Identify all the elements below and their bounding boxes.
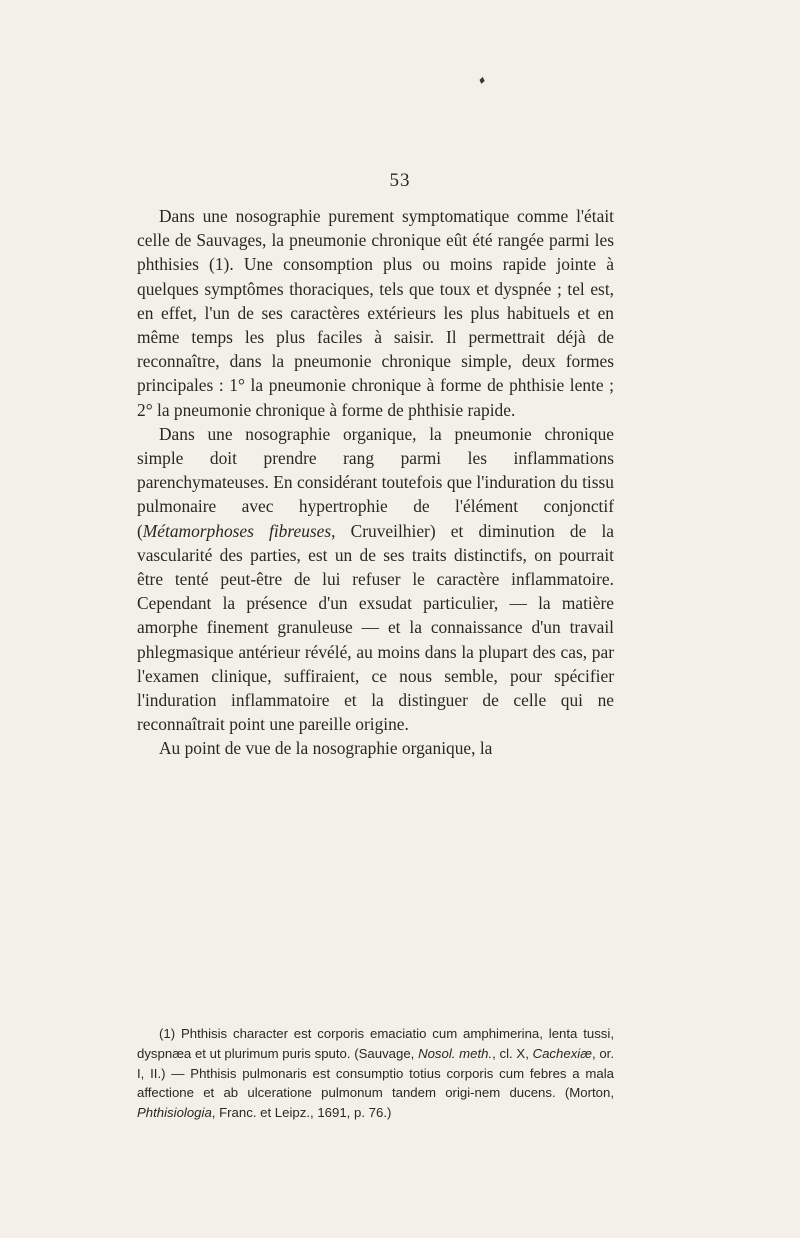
ink-speck-icon: ♦ [477,72,487,88]
footnote-text-a: (1) Phthisis character est corporis emaciatio cum amphimerina, lenta tussi, dyspnæa et ut plurimum puris sputo. (Sauvage, [137,1026,614,1061]
paragraph-2-text-a: Dans une nosographie organique, la pneumonie chronique simple doit prendre rang parmi les inflammations parenchymateuses. En considérant toutefois que l'induration du tissu pulmonaire avec hypertrophie de l'élément conjonctif ( [137,423,614,541]
paragraph-2-italic-title: Métamorphoses fibreuses [142,520,332,541]
footnote-text-c: , or. I, II.) — Phthisis pulmonaris est consumptio totius corporis cum febres a mala affectione et ab ulceratione pulmonum tandem origi-nem ducens. (Morton, [137,1045,614,1101]
paragraph-2 [137,422,614,737]
footnote-text-b: , cl. X, [492,1045,533,1061]
page-number: 53 [389,170,411,191]
footnote-text-d: , Franc. et Leipz., 1691, p. 76.) [211,1105,392,1121]
footnote [137,1024,614,1123]
paragraph-3 [137,736,614,760]
footnote-italic-2: Cachexiæ [532,1045,592,1061]
paragraph-1 [137,204,614,422]
paragraph-2-text-b: , Cruveilhier) et diminution de la vascularité des parties, est un de ses traits distinctifs, on pourrait être tenté peut-être de lui refuser le caractère inflammatoire. Cependant la présence d'un exsudat particulier, — la matière amorphe finement granuleuse — et la connaissance d'un travail phlegmasique antérieur révélé, au moins dans la plupart des cas, par l'examen clinique, suffiraient, ce nous semble, pour spécifier l'induration inflammatoire et la distinguer de celle qui ne reconnaîtrait point une pareille origine. [137,520,614,735]
footnote-italic-1: Nosol. meth. [418,1045,493,1061]
footnote-italic-3: Phthisiologia [137,1105,212,1121]
paragraph-3-text: Au point de vue de la nosographie organique, la [159,738,493,759]
paragraph-1-text: Dans une nosographie purement symptomatique comme l'était celle de Sauvages, la pneumonie chronique eût été rangée parmi les phthisies (1). Une consomption plus ou moins rapide jointe à quelques symptômes thoraciques, tels que toux et dyspnée ; tel est, en effet, l'un de ses caractères extérieurs les plus habituels et en même temps les plus faciles à saisir. Il permettrait déjà de reconnaître, dans la pneumonie chronique simple, deux formes principales : 1° la pneumonie chronique à forme de phthisie lente ; 2° la pneumonie chronique à forme de phthisie rapide. [137,206,614,420]
body-text [137,204,614,761]
